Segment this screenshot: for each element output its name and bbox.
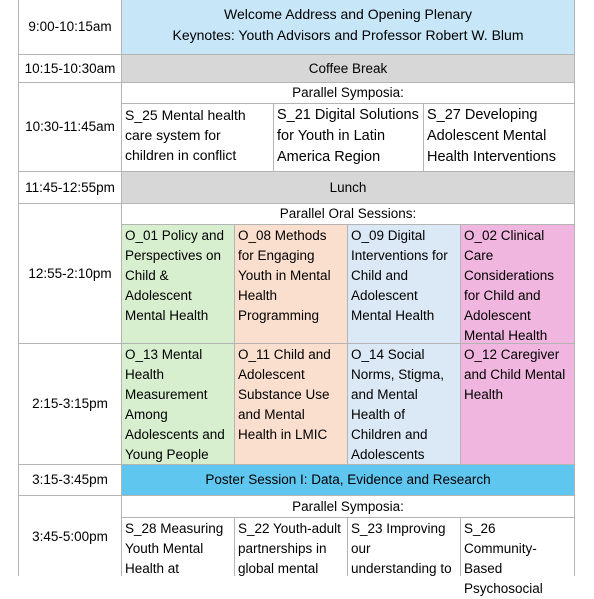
time-slot: 2:15-3:15pm [32, 396, 108, 411]
session-o08: O_08 Methods for Engaging Youth in Mental Health Programming [238, 228, 331, 323]
session-s28: S_28 Measuring Youth Mental Health at [125, 521, 224, 576]
oral-header: Parallel Oral Sessions: [279, 206, 417, 221]
poster-session-label: Poster Session I: Data, Evidence and Research [205, 472, 491, 487]
session-s23: S_23 Improving our understanding to [351, 521, 452, 576]
plenary-keynotes: Keynotes: Youth Advisors and Professor Robert W. Blum [172, 27, 524, 43]
time-slot: 11:45-12:55pm [25, 179, 115, 195]
session-o02: O_02 Clinical Care Considerations for Child and Adolescent Mental Health [464, 228, 555, 343]
session-s22: S_22 Youth-adult partnerships in global mental [238, 521, 341, 576]
session-o12: O_12 Caregiver and Child Mental Health [464, 347, 566, 402]
time-slot: 12:55-2:10pm [28, 265, 112, 281]
time-slot: 10:30-11:45am [25, 119, 115, 134]
session-o13: O_13 Mental Health Measurement Among Adolescents and Young People [125, 347, 225, 462]
session-s26: S_26 Community-Based Psychosocial [464, 521, 543, 596]
symposia-header: Parallel Symposia: [292, 498, 404, 514]
session-s21: S_21 Digital Solutions for Youth in Latin America Region [277, 107, 419, 165]
session-o11: O_11 Child and Adolescent Substance Use and Mental Health in LMIC [238, 347, 331, 442]
time-slot: 3:45-5:00pm [32, 529, 108, 544]
time-slot: 9:00-10:15am [28, 19, 112, 34]
lunch-label: Lunch [329, 179, 367, 195]
grid-line [574, 0, 575, 576]
coffee-break-label: Coffee Break [308, 60, 388, 76]
session-o14: O_14 Social Norms, Stigma, and Mental Health of Children and Adolescents [351, 347, 445, 462]
session-o01: O_01 Policy and Perspectives on Child & Adolescent Mental Health [125, 228, 225, 323]
symposia-header: Parallel Symposia: [292, 85, 404, 100]
time-slot: 3:15-3:45pm [32, 472, 108, 487]
session-s25: S_25 Mental health care system for children in conflict [125, 107, 246, 163]
session-s27: S_27 Developing Adolescent Mental Health Interventions [427, 107, 556, 165]
time-slot: 10:15-10:30am [24, 60, 116, 76]
plenary-title: Welcome Address and Opening Plenary [224, 6, 472, 22]
session-o09: O_09 Digital Interventions for Child and Adolescent Mental Health [351, 228, 448, 323]
